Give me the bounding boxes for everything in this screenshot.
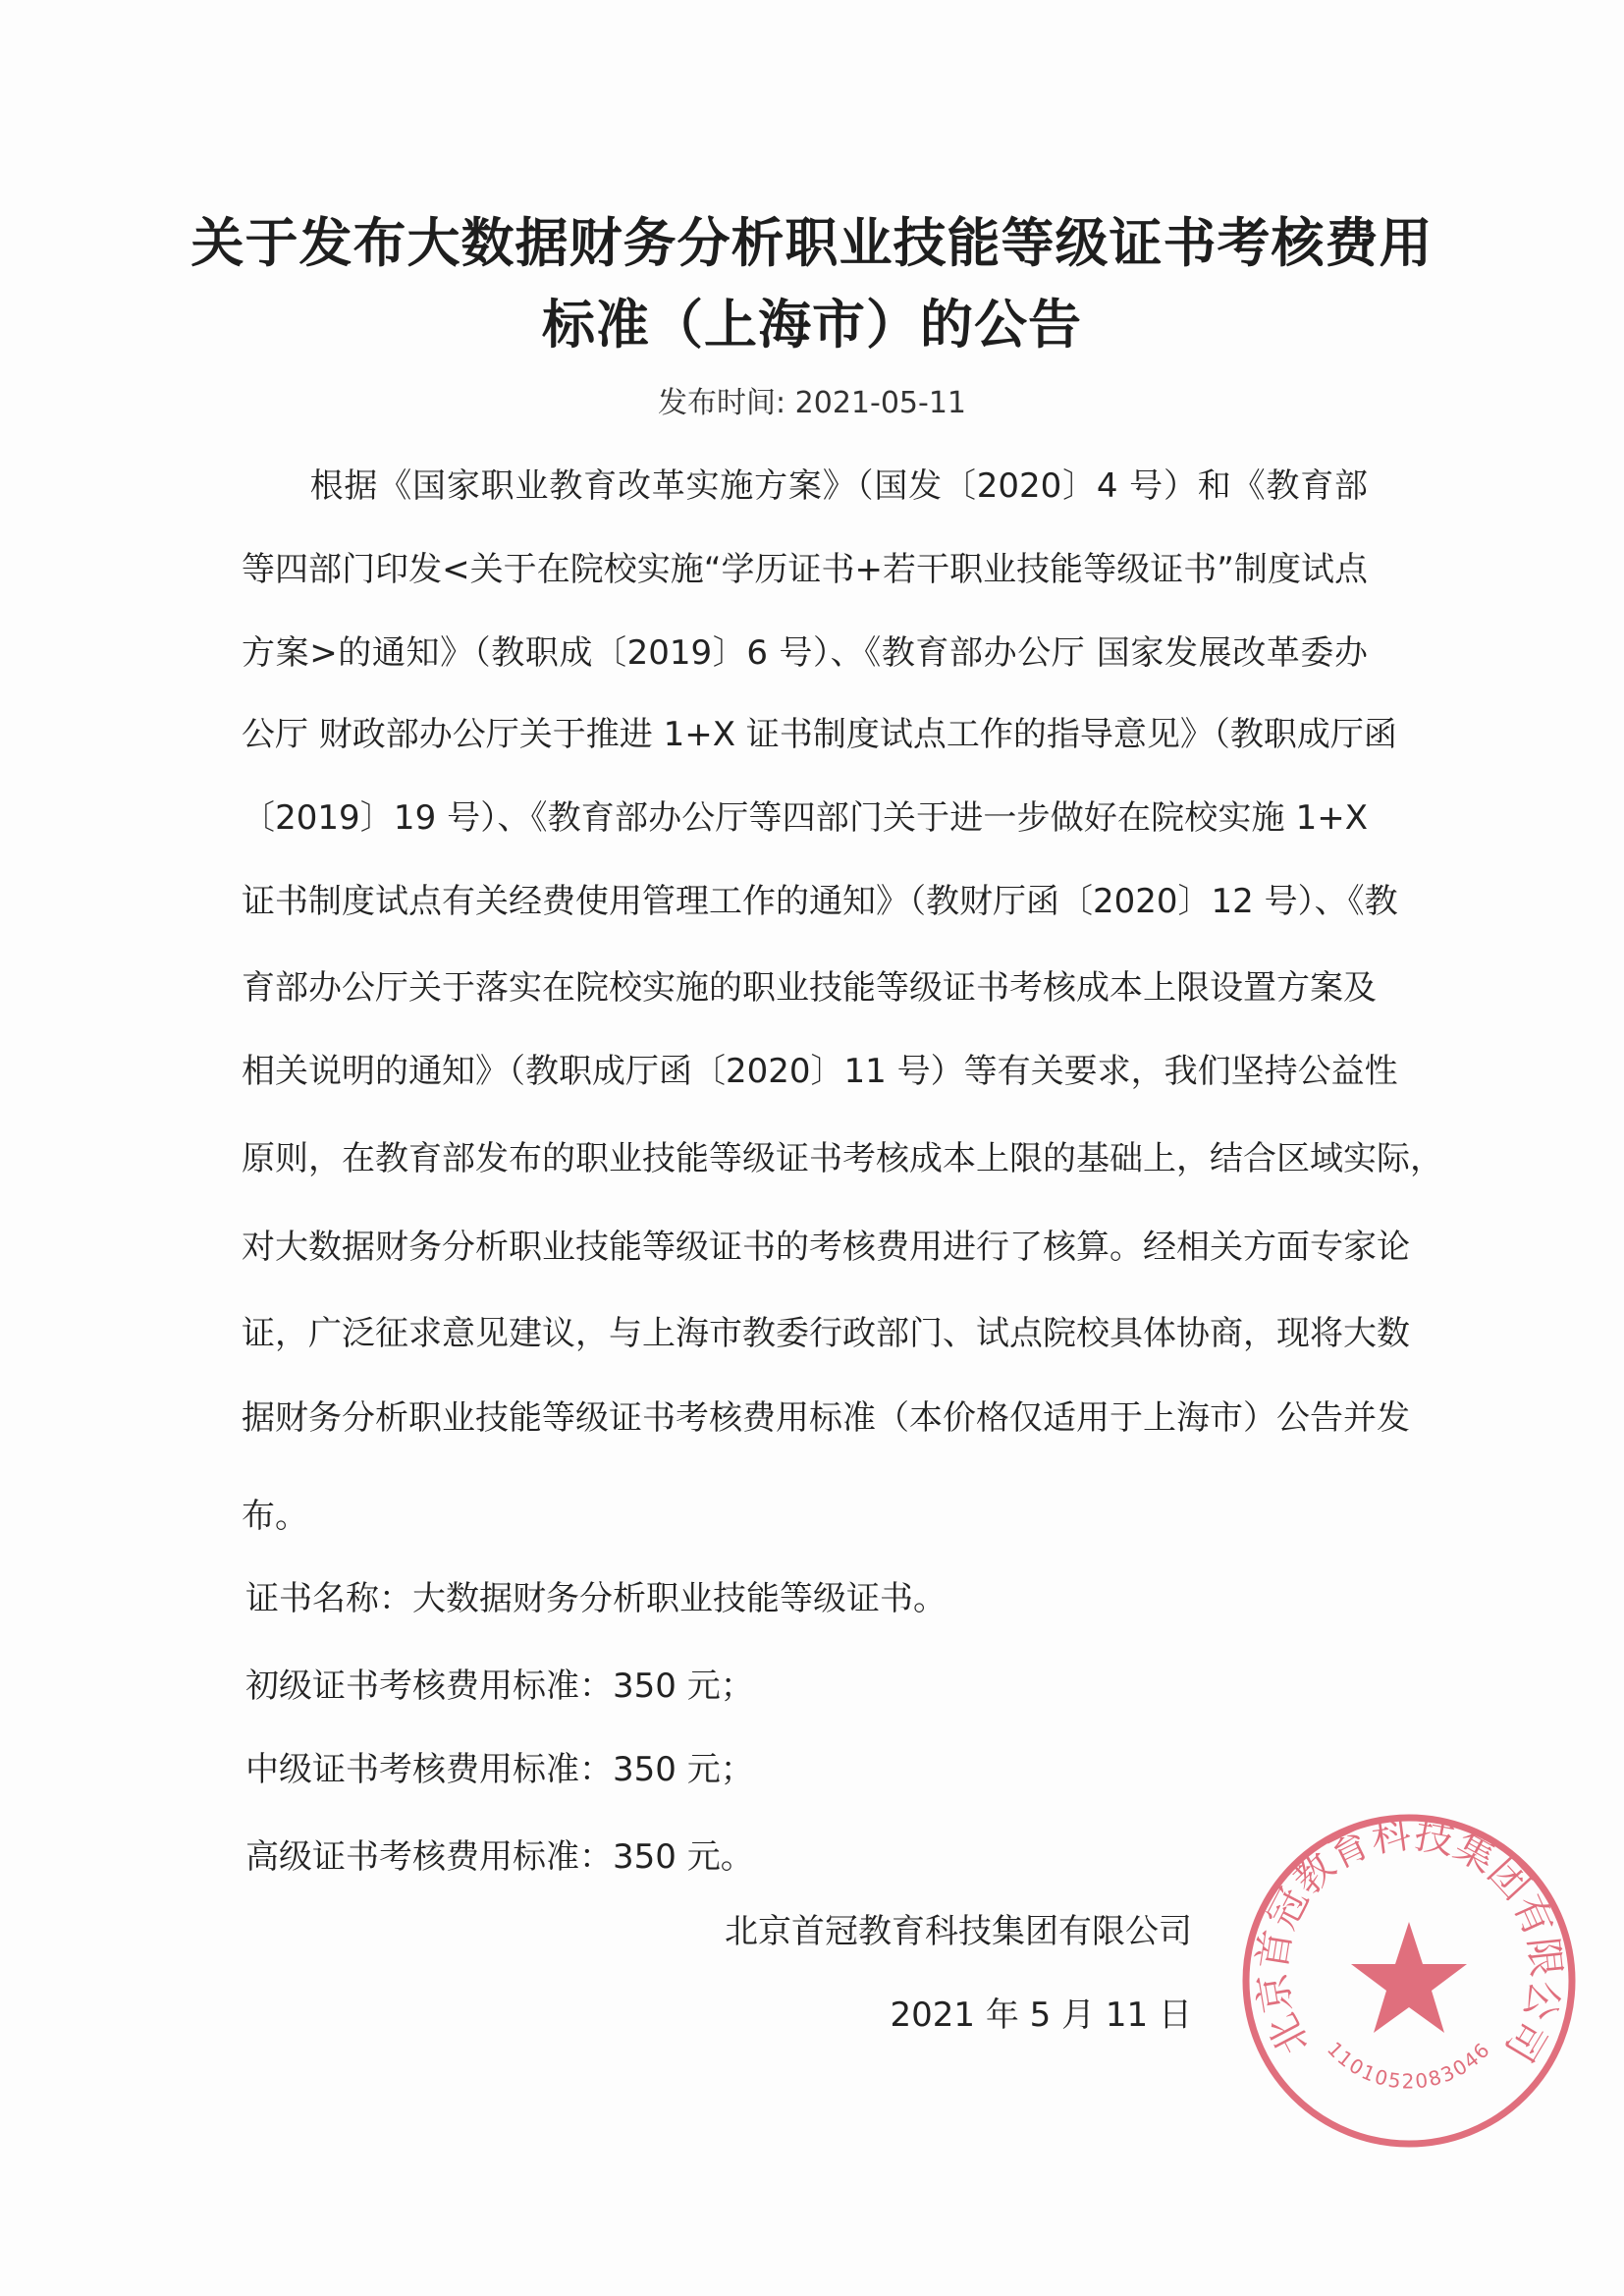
body-paragraph-line: 相关说明的通知》（教职成厅函〔2020〕11 号）等有关要求，我们坚持公益性: [242, 1052, 1398, 1091]
star-icon: [1351, 1922, 1467, 2033]
fee-item: 高级证书考核费用标准：350 元。: [245, 1837, 754, 1877]
body-paragraph-line: 对大数据财务分析职业技能等级证书的考核费用进行了核算。经相关方面专家论: [242, 1228, 1410, 1267]
body-paragraph-line: 公厅 财政部办公厅关于推进 1+X 证书制度试点工作的指导意见》（教职成厅函: [242, 715, 1397, 754]
body-paragraph-line: 原则，在教育部发布的职业技能等级证书考核成本上限的基础上，结合区域实际，: [242, 1139, 1443, 1178]
fee-item: 初级证书考核费用标准：350 元；: [245, 1667, 754, 1706]
body-paragraph-line: 证书制度试点有关经费使用管理工作的通知》（教财厅函〔2020〕12 号）、《教: [242, 882, 1398, 921]
company-seal-stamp: [1237, 1809, 1581, 2153]
body-paragraph-line: 证，广泛征求意见建议，与上海市教委行政部门、试点院校具体协商，现将大数: [242, 1314, 1410, 1353]
signature-company: 北京首冠教育科技集团有限公司: [725, 1912, 1192, 1951]
body-paragraph-line: 据财务分析职业技能等级证书考核费用标准（本价格仅适用于上海市）公告并发: [242, 1398, 1410, 1438]
body-paragraph-line: 育部办公厅关于落实在院校实施的职业技能等级证书考核成本上限设置方案及: [242, 968, 1377, 1008]
fee-item: 证书名称：大数据财务分析职业技能等级证书。: [245, 1579, 947, 1618]
body-paragraph-line: 方案>的通知》（教职成〔2019〕6 号）、《教育部办公厅 国家发展改革委办: [242, 633, 1368, 673]
body-paragraph-line: 〔2019〕19 号）、《教育部办公厅等四部门关于进一步做好在院校实施 1+X: [242, 798, 1368, 838]
body-paragraph-line: 布。: [242, 1497, 308, 1536]
body-paragraph-line: 根据《国家职业教育改革实施方案》（国发〔2020〕4 号）和《教育部: [242, 466, 1368, 506]
document-title-line-1: 关于发布大数据财务分析职业技能等级证书考核费用: [190, 212, 1434, 274]
stamp-text: 北京首冠教育科技集团有限公司: [1249, 1811, 1569, 2069]
signature-date: 2021 年 5 月 11 日: [890, 1995, 1192, 2035]
document-title-line-2: 标准（上海市）的公告: [542, 294, 1082, 355]
stamp-code: 1101052083046: [1323, 2037, 1495, 2094]
publish-time: 发布时间: 2021-05-11: [658, 386, 966, 420]
body-paragraph-line: 等四部门印发<关于在院校实施“学历证书+若干职业技能等级证书”制度试点: [242, 550, 1368, 589]
fee-item: 中级证书考核费用标准：350 元；: [245, 1750, 754, 1789]
